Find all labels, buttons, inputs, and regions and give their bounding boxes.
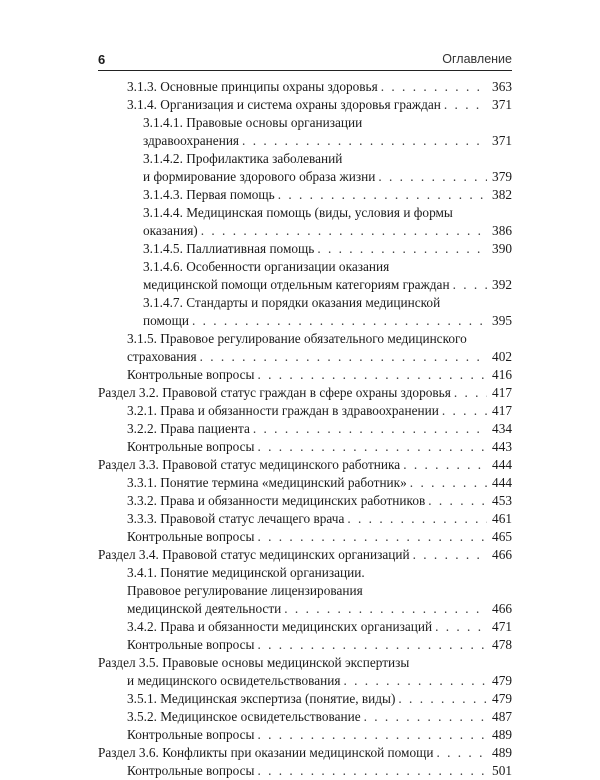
toc-page-number: 371 <box>492 133 512 148</box>
toc-entry-title: 3.1.4.1. Правовые основы организации <box>143 115 363 130</box>
toc-entry[interactable] <box>98 510 512 528</box>
toc-entry[interactable] <box>98 636 512 654</box>
running-title: Оглавление <box>442 52 512 66</box>
dot-leader <box>403 456 487 474</box>
toc-entry[interactable] <box>98 456 512 474</box>
toc-entry-title: Правовое регулирование лицензирования <box>127 583 363 598</box>
toc-entry[interactable] <box>98 438 512 456</box>
toc-page-number: 434 <box>492 421 512 436</box>
toc-entry-title: 3.4.1. Понятие медицинской организации. <box>127 565 365 580</box>
dot-leader <box>257 762 487 780</box>
toc-entry-title: 3.1.4.6. Особенности организации оказания <box>143 259 390 274</box>
toc-entry[interactable] <box>98 240 512 258</box>
toc-entry-title: 3.1.4. Организация и система охраны здоровья граждан <box>127 97 441 112</box>
dot-leader <box>344 672 488 690</box>
toc-page-number: 489 <box>492 745 512 760</box>
toc-entry-title: Раздел 3.4. Правовой статус медицинских организаций <box>98 547 410 562</box>
dot-leader <box>278 186 487 204</box>
dot-leader <box>378 168 487 186</box>
toc-entry[interactable] <box>98 294 512 330</box>
dot-leader <box>257 636 487 654</box>
toc-entry-title: оказания) <box>143 223 198 238</box>
toc-page-number: 478 <box>492 637 512 652</box>
toc-page-number: 416 <box>492 367 512 382</box>
toc-entry-title: Контрольные вопросы <box>127 763 255 778</box>
toc-entry-title: Раздел 3.2. Правовой статус граждан в сфере охраны здоровья <box>98 385 451 400</box>
toc-entry[interactable] <box>98 330 512 366</box>
toc-page-number: 479 <box>492 691 512 706</box>
dot-leader <box>201 222 487 240</box>
toc-page-number: 386 <box>492 223 512 238</box>
toc-page-number: 487 <box>492 709 512 724</box>
dot-leader <box>257 528 487 546</box>
dot-leader <box>364 708 487 726</box>
running-header <box>98 52 512 71</box>
toc-entry[interactable] <box>98 78 512 96</box>
dot-leader <box>192 312 487 330</box>
toc-entry[interactable] <box>98 150 512 186</box>
dot-leader <box>257 438 487 456</box>
toc-entry-title: Контрольные вопросы <box>127 529 255 544</box>
toc-entry-title: 3.1.5. Правовое регулирование обязательного медицинского <box>127 331 467 346</box>
toc-entry-title: 3.3.1. Понятие термина «медицинский работник» <box>127 475 407 490</box>
toc-entry-title: 3.4.2. Права и обязанности медицинских организаций <box>127 619 433 634</box>
toc-page-number: 501 <box>492 763 512 778</box>
toc-entry-title: Раздел 3.5. Правовые основы медицинской экспертизы <box>98 655 410 670</box>
dot-leader <box>284 600 487 618</box>
dot-leader <box>410 474 487 492</box>
toc-entry-title: 3.2.1. Права и обязанности граждан в здравоохранении <box>127 403 439 418</box>
toc-entry-title: 3.3.2. Права и обязанности медицинских работников <box>127 493 426 508</box>
toc-entry-title: и медицинского освидетельствования <box>127 673 341 688</box>
dot-leader <box>444 96 487 114</box>
dot-leader <box>428 492 487 510</box>
toc-page-number: 443 <box>492 439 512 454</box>
toc-entry-title: страхования <box>127 349 197 364</box>
toc-entry[interactable] <box>98 258 512 294</box>
toc-entry[interactable] <box>98 528 512 546</box>
toc-page-number: 417 <box>492 403 512 418</box>
toc-entry[interactable] <box>98 114 512 150</box>
toc-entry[interactable] <box>98 204 512 240</box>
toc-entry-title: Контрольные вопросы <box>127 727 255 742</box>
dot-leader <box>242 132 487 150</box>
toc-entry-title: 3.1.4.3. Первая помощь <box>143 187 275 202</box>
dot-leader <box>398 690 487 708</box>
toc-page-number: 466 <box>492 547 512 562</box>
toc-entry-title: Контрольные вопросы <box>127 637 255 652</box>
toc-entry-title: Раздел 3.3. Правовой статус медицинского работника <box>98 457 401 472</box>
toc-entry[interactable] <box>98 366 512 384</box>
toc-entry[interactable] <box>98 564 512 618</box>
toc-entry-title: 3.5.1. Медицинская экспертиза (понятие, виды) <box>127 691 396 706</box>
toc-page-number: 417 <box>492 385 512 400</box>
toc-page-number: 453 <box>492 493 512 508</box>
toc-entry[interactable] <box>98 726 512 744</box>
toc-entry-title: Контрольные вопросы <box>127 439 255 454</box>
toc-entry[interactable] <box>98 654 512 690</box>
toc-page-number: 402 <box>492 349 512 364</box>
toc-entry-title: Раздел 3.6. Конфликты при оказании медицинской помощи <box>98 745 434 760</box>
toc-entry-title: 3.1.4.7. Стандарты и порядки оказания медицинской <box>143 295 441 310</box>
dot-leader <box>347 510 487 528</box>
page-number: 6 <box>98 52 106 67</box>
dot-leader <box>257 726 487 744</box>
toc-entry[interactable] <box>98 186 512 204</box>
toc-entry-title: Контрольные вопросы <box>127 367 255 382</box>
toc-entry-title: 3.1.4.2. Профилактика заболеваний <box>143 151 343 166</box>
toc-entry[interactable] <box>98 690 512 708</box>
dot-leader <box>253 420 487 438</box>
toc-entry-title: здравоохранения <box>143 133 240 148</box>
dot-leader <box>435 618 487 636</box>
toc-entry-title: и формирование здорового образа жизни <box>143 169 376 184</box>
toc-page-number: 444 <box>492 457 512 472</box>
dot-leader <box>257 366 487 384</box>
toc-page-number: 489 <box>492 727 512 742</box>
dot-leader <box>436 744 487 762</box>
toc-entry-title: 3.3.3. Правовой статус лечащего врача <box>127 511 345 526</box>
toc-entry[interactable] <box>98 420 512 438</box>
toc-entry-title: медицинской помощи отдельным категориям граждан <box>143 277 450 292</box>
toc-entry-title: 3.2.2. Права пациента <box>127 421 250 436</box>
toc-entry-title: 3.1.3. Основные принципы охраны здоровья <box>127 79 378 94</box>
dot-leader <box>413 546 487 564</box>
toc-entry-title: 3.5.2. Медицинское освидетельствование <box>127 709 361 724</box>
toc-entry[interactable] <box>98 546 512 564</box>
toc-entry-title: помощи <box>143 313 189 328</box>
dot-leader <box>381 78 487 96</box>
dot-leader <box>442 402 487 420</box>
toc-page-number: 395 <box>492 313 512 328</box>
toc-page-number: 479 <box>492 673 512 688</box>
table-of-contents <box>98 78 512 780</box>
toc-page-number: 392 <box>492 277 512 292</box>
toc-entry[interactable] <box>98 384 512 402</box>
toc-entry-title: медицинской деятельности <box>127 601 282 616</box>
toc-entry[interactable] <box>98 708 512 726</box>
dot-leader <box>453 276 487 294</box>
toc-entry[interactable] <box>98 492 512 510</box>
toc-page-number: 379 <box>492 169 512 184</box>
toc-page-number: 461 <box>492 511 512 526</box>
toc-page-number: 444 <box>492 475 512 490</box>
toc-entry[interactable] <box>98 762 512 780</box>
toc-page-number: 471 <box>492 619 512 634</box>
toc-entry[interactable] <box>98 402 512 420</box>
toc-page-number: 466 <box>492 601 512 616</box>
toc-page-number: 390 <box>492 241 512 256</box>
toc-entry[interactable] <box>98 744 512 762</box>
toc-page-number: 371 <box>492 97 512 112</box>
toc-entry-title: 3.1.4.5. Паллиативная помощь <box>143 241 315 256</box>
dot-leader <box>317 240 487 258</box>
toc-page-number: 465 <box>492 529 512 544</box>
toc-entry[interactable] <box>98 96 512 114</box>
dot-leader <box>454 384 487 402</box>
toc-entry-title: 3.1.4.4. Медицинская помощь (виды, условия и формы <box>143 205 453 220</box>
toc-entry[interactable] <box>98 618 512 636</box>
toc-entry[interactable] <box>98 474 512 492</box>
toc-page-number: 382 <box>492 187 512 202</box>
toc-page-number: 363 <box>492 79 512 94</box>
dot-leader <box>200 348 487 366</box>
